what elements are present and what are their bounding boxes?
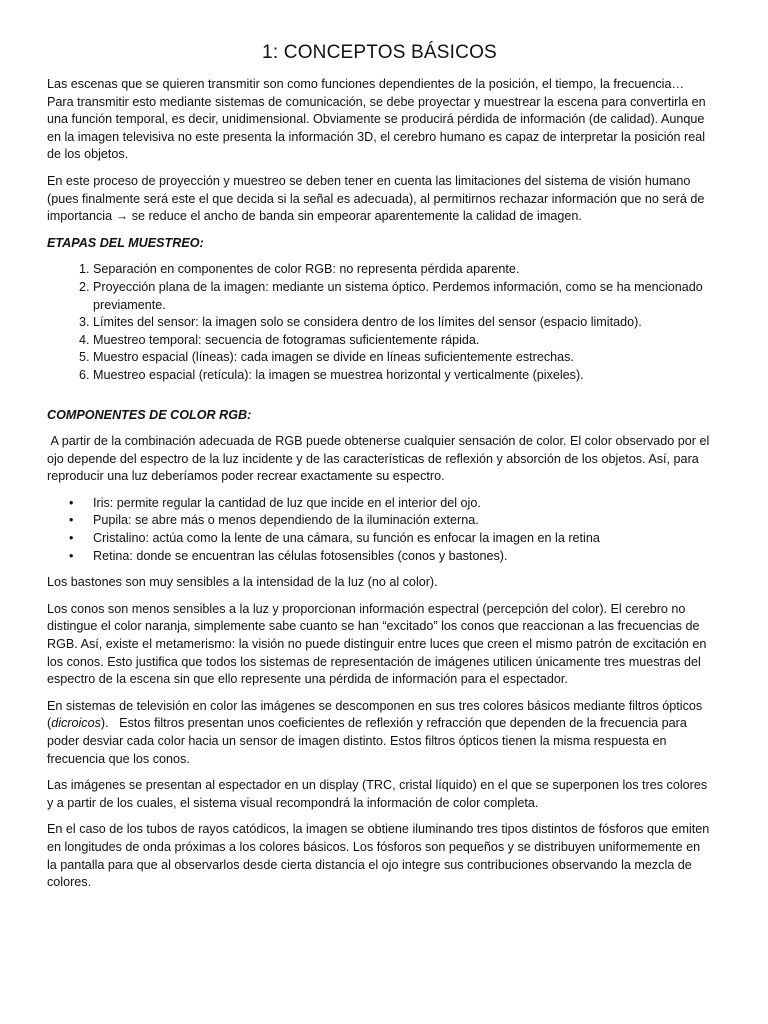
- conos-paragraph: Los conos son menos sensibles a la luz y proporcionan información espectral (percepción del color). El cerebro no distingue el color naranja, simplemente sabe cuanto se han “excitado” los conos que reaccionan a las frecuencias de RGB. Así, existe el metamerismo: la visión no puede distinguir entre luces que creen el mismo patrón de excitación en los conos. Esto justifica que todos los sistemas de representación de imágenes utilicen únicamente tres muestras del espectro de la escena sin que ello represente una pérdida de información para el espectador.: [47, 601, 707, 687]
- bullet-icon: •: [69, 531, 74, 546]
- etapas-item-3: 3. Límites del sensor: la imagen solo se considera dentro de los límites del sensor (espacio limitado).: [93, 314, 712, 332]
- bastones-paragraph: Los bastones son muy sensibles a la intensidad de la luz (no al color).: [47, 575, 438, 590]
- etapas-heading: ETAPAS DEL MUESTREO:: [47, 235, 204, 250]
- bullet-icon: •: [69, 495, 74, 510]
- trc-paragraph: En el caso de los tubos de rayos catódicos, la imagen se obtiene iluminando tres tipos distintos de fósforos que emiten en longitudes de onda próximas a los colores básicos. Los fósforos son pequeños y se distribuyen uniformemente en la pantalla para que al observarlos desde cierta distancia el ojo integre sus contribuciones observando la mezcla de colores.: [47, 822, 710, 890]
- etapas-item-4: 4. Muestreo temporal: secuencia de fotogramas suficientemente rápida.: [93, 332, 712, 350]
- eye-part-item-iris: [69, 495, 712, 513]
- eye-part-text: Pupila: se abre más o menos dependiendo de la iluminación externa.: [93, 513, 479, 528]
- eye-part-text: Iris: permite regular la cantidad de luz que incide en el interior del ojo.: [93, 495, 481, 510]
- tv-filters-text-end: ). Estos filtros presentan unos coeficientes de reflexión y refracción que dependen de la frecuencia para poder desviar cada color hacia un sensor de imagen distinto. Estos filtros ópticos tienen la misma respuesta en frecuencia que los conos.: [47, 716, 691, 766]
- display-paragraph: Las imágenes se presentan al espectador en un display (TRC, cristal líquido) en el que se superponen los tres colores y a partir de los cuales, el sistema visual recompondrá la información de color completa.: [47, 778, 708, 810]
- eye-part-item-pupila: [69, 512, 712, 530]
- etapas-item-2: 2. Proyección plana de la imagen: mediante un sistema óptico. Perdemos información, como se ha mencionado previamente.: [93, 279, 712, 314]
- bullet-icon: •: [69, 548, 74, 563]
- etapas-item-6: 6. Muestreo espacial (retícula): la imagen se muestrea horizontal y verticalmente (pixeles).: [93, 367, 712, 385]
- intro-paragraph-2: En este proceso de proyección y muestreo se deben tener en cuenta las limitaciones del sistema de visión humano (pues finalmente será este el que decida si la señal es adecuada), al permitirnos rechazar información que no será de importancia → se reduce el ancho de banda sin empeorar aparentemente la calidad de imagen.: [47, 173, 705, 224]
- bullet-icon: •: [69, 513, 74, 528]
- eye-part-item-retina: [69, 548, 712, 566]
- eye-part-text: Cristalino: actúa como la lente de una cámara, su función es enfocar la imagen en la retina: [93, 531, 600, 546]
- componentes-intro: A partir de la combinación adecuada de RGB puede obtenerse cualquier sensación de color. El color observado por el ojo depende del espectro de la luz incidente y de las características de reflexión y absorción de los objetos. Así, para reproducir una luz deberíamos poder recrear exactamente su espectro.: [47, 434, 713, 484]
- intro-paragraph-1: Las escenas que se quieren transmitir son como funciones dependientes de la posición, el tiempo, la frecuencia… Para transmitir esto mediante sistemas de comunicación, se debe proyectar y muestrear la escena para convertirla en una función temporal, es decir, unidimensional. Obviamente se producirá pérdida de información (de calidad). Aunque en la imagen televisiva no este presenta la información 3D, el cerebro humano es capaz de interpretar la posición real de los objetos.: [47, 77, 706, 162]
- componentes-heading: COMPONENTES DE COLOR RGB:: [47, 407, 252, 422]
- tv-filters-paragraph: [47, 698, 712, 768]
- eye-parts-list: [47, 495, 712, 565]
- etapas-item-1: 1. Separación en componentes de color RGB: no representa pérdida aparente.: [93, 261, 712, 279]
- etapas-item-5: 5. Muestro espacial (líneas): cada imagen se divide en líneas suficientemente estrechas.: [93, 349, 712, 367]
- dicroicos-term: dicroicos: [51, 716, 101, 731]
- etapas-list: [47, 261, 712, 384]
- eye-part-item-cristalino: [69, 530, 712, 548]
- tv-filters-text-start: En sistemas de televisión en color las imágenes se descomponen en sus tres colores básicos mediante filtros ópticos (: [47, 698, 706, 731]
- document-title: 1: CONCEPTOS BÁSICOS: [262, 42, 497, 63]
- eye-part-text: Retina: donde se encuentran las células fotosensibles (conos y bastones).: [93, 548, 508, 563]
